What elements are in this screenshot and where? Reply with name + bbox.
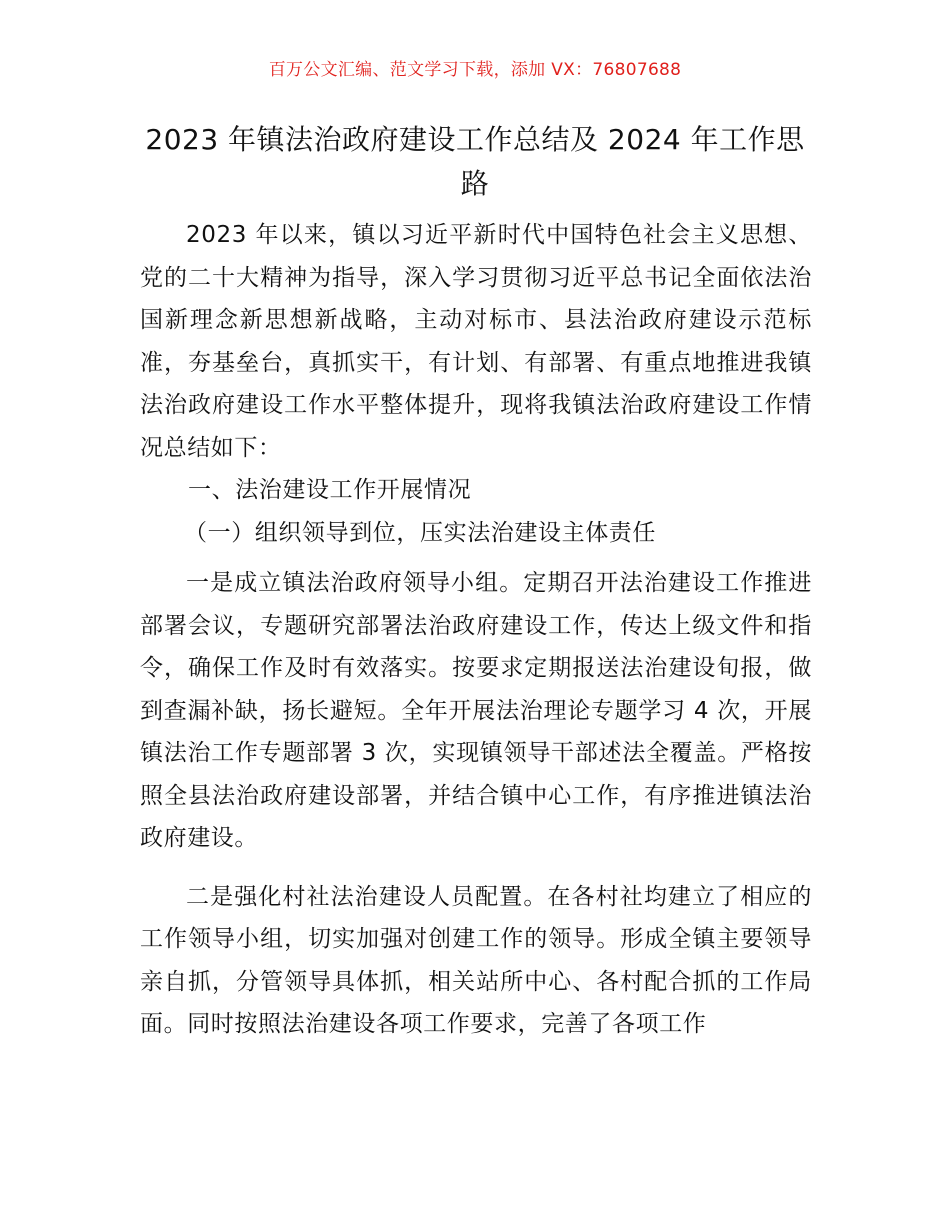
document-title: 2023 年镇法治政府建设工作总结及 2024 年工作思路 xyxy=(145,123,805,200)
subsection-heading-1: （一）组织领导到位，压实法治建设主体责任 xyxy=(184,519,656,546)
header-watermark-note: 百万公文汇编、范文学习下载，添加 VX：76807688 xyxy=(268,60,682,80)
section-heading-1: 一、法治建设工作开展情况 xyxy=(188,477,472,503)
intro-paragraph: 2023 年以来，镇以习近平新时代中国特色社会主义思想、党的二十大精神为指导，深入学习贯彻习近平总书记全面依法治国新理念新思想新战略，主动对标市、县法治政府建设示范标准，夯基垒台，真抓实干，有计划、有部署、有重点地推进我镇法治政府建设工作水平整体提升，现将我镇法治政府建设工作情况总结如下： xyxy=(140,222,812,461)
body-paragraph-1: 一是成立镇法治政府领导小组。定期召开法治建设工作推进部署会议，专题研究部署法治政府建设工作，传达上级文件和指令，确保工作及时有效落实。按要求定期报送法治建设旬报，做到查漏补缺，扬长避短。全年开展法治理论专题学习 4 次，开展镇法治工作专题部署 3 次，实现镇领导干部述法全覆盖。严格按照全县法治政府建设部署，并结合镇中心工作，有序推进镇法治政府建设。 xyxy=(140,570,812,851)
document-body xyxy=(140,214,812,1046)
body-paragraph-2: 二是强化村社法治建设人员配置。在各村社均建立了相应的工作领导小组，切实加强对创建工作的领导。形成全镇主要领导亲自抓，分管领导具体抓，相关站所中心、各村配合抓的工作局面。同时按照法治建设各项工作要求，完善了各项工作 xyxy=(140,883,812,1037)
